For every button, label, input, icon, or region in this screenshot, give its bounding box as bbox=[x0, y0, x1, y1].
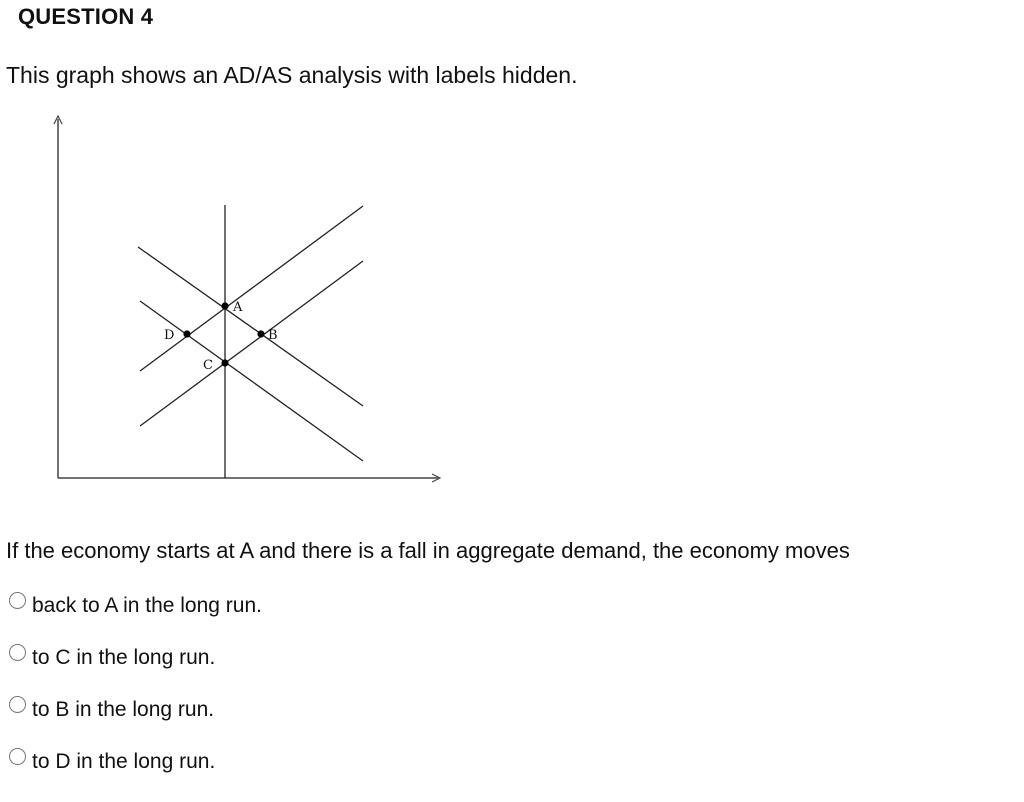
question-prompt: This graph shows an AD/AS analysis with labels hidden. bbox=[6, 62, 578, 88]
sras-line-2 bbox=[140, 261, 363, 426]
sras-line-1 bbox=[140, 206, 363, 371]
question-heading: QUESTION 4 bbox=[18, 4, 154, 29]
point-a-label: A bbox=[233, 300, 243, 315]
answer-option bbox=[6, 684, 262, 736]
question-stem: If the economy starts at A and there is a fall in aggregate demand, the economy moves bbox=[6, 538, 850, 563]
answer-options bbox=[6, 580, 262, 788]
ad-line-2 bbox=[140, 301, 363, 461]
point-b-marker bbox=[257, 330, 264, 337]
answer-option bbox=[6, 580, 262, 632]
answer-label[interactable]: to B in the long run. bbox=[32, 698, 215, 721]
point-c-label: C bbox=[203, 358, 213, 373]
answer-label[interactable]: to C in the long run. bbox=[32, 646, 216, 669]
point-d-label: D bbox=[164, 328, 175, 343]
answer-label[interactable]: to D in the long run. bbox=[32, 750, 216, 773]
point-a-marker bbox=[221, 302, 228, 309]
point-d-marker bbox=[183, 330, 190, 337]
answer-option bbox=[6, 736, 262, 788]
answer-radio-c[interactable] bbox=[9, 644, 26, 661]
answer-radio-b[interactable] bbox=[9, 696, 26, 713]
point-b-label: B bbox=[268, 328, 278, 343]
ad-line-1 bbox=[138, 247, 363, 406]
answer-label[interactable]: back to A in the long run. bbox=[32, 594, 262, 617]
answer-option bbox=[6, 632, 262, 684]
answer-radio-a[interactable] bbox=[9, 592, 26, 609]
point-c-marker bbox=[221, 359, 228, 366]
answer-radio-d[interactable] bbox=[9, 748, 26, 765]
